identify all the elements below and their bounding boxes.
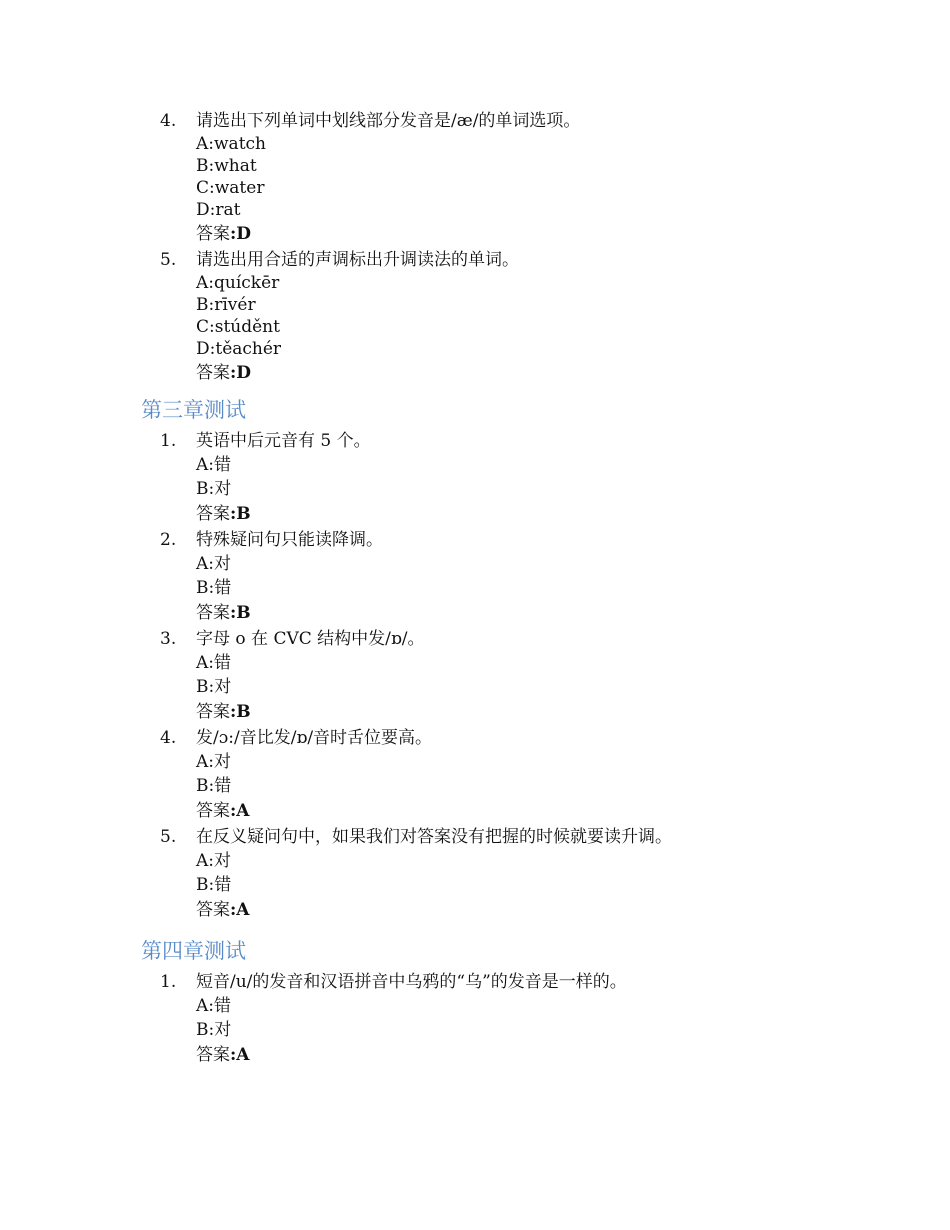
answer-colon: : (230, 363, 237, 383)
answer-colon: : (230, 900, 237, 920)
answer-line (0, 699, 950, 726)
answer-line (0, 501, 950, 528)
option-b: B:对 (196, 677, 232, 697)
question-line (0, 429, 950, 453)
option-d: D:těachér (196, 339, 282, 359)
question-text: 请选出用合适的声调标出升调读法的单词。 (196, 250, 519, 270)
option-a: A:错 (196, 455, 232, 475)
question-3 (0, 627, 950, 726)
question-5 (0, 825, 950, 924)
answer-colon: : (230, 1045, 237, 1065)
answer-label: 答案 (196, 801, 230, 821)
question-number: 5. (160, 250, 177, 270)
answer-label: 答案 (196, 702, 230, 722)
answer-value: B (236, 504, 251, 524)
answer-label: 答案 (196, 224, 230, 244)
question-5 (0, 248, 950, 387)
question-line (0, 248, 950, 272)
question-number: 3. (160, 629, 177, 649)
question-text: 发/ɔ:/音比发/ɒ/音时舌位要高。 (196, 728, 433, 748)
question-line (0, 970, 950, 994)
question-number: 4. (160, 111, 177, 131)
answer-colon: : (230, 702, 237, 722)
question-number: 1. (160, 431, 177, 451)
option-a: A:对 (196, 752, 232, 772)
answer-colon: : (230, 224, 237, 244)
answer-line (0, 221, 950, 248)
option-c: C:stúděnt (196, 317, 280, 337)
answer-value: B (236, 603, 251, 623)
option-b: B:错 (196, 776, 232, 796)
question-2 (0, 528, 950, 627)
answer-value: A (236, 900, 250, 920)
answer-label: 答案 (196, 603, 230, 623)
answer-label: 答案 (196, 1045, 230, 1065)
question-text: 请选出下列单词中划线部分发音是/æ/的单词选项。 (196, 111, 581, 131)
option-a: A:watch (196, 134, 266, 154)
answer-label: 答案 (196, 504, 230, 524)
question-text: 英语中后元音有 5 个。 (196, 431, 371, 451)
section-chapter-4 (0, 937, 950, 1069)
question-text: 在反义疑问句中，如果我们对答案没有把握的时候就要读升调。 (196, 827, 672, 847)
option-a: A:对 (196, 554, 232, 574)
section-chapter-3 (0, 396, 950, 924)
question-line (0, 825, 950, 849)
question-line (0, 109, 950, 133)
question-text: 字母 o 在 CVC 结构中发/ɒ/。 (196, 629, 425, 649)
answer-colon: : (230, 801, 237, 821)
option-b: B:对 (196, 1020, 232, 1040)
answer-value: B (236, 702, 251, 722)
option-a: A:quíckēr (196, 273, 280, 293)
question-number: 4. (160, 728, 177, 748)
question-1 (0, 429, 950, 528)
chapter-heading: 第三章测试 (141, 398, 246, 422)
answer-value: D (236, 363, 252, 383)
option-d: D:rat (196, 200, 241, 220)
answer-label: 答案 (196, 900, 230, 920)
question-number: 5. (160, 827, 177, 847)
option-b: B:对 (196, 479, 232, 499)
answer-colon: : (230, 504, 237, 524)
question-4 (0, 726, 950, 825)
answer-value: D (236, 224, 252, 244)
answer-line (0, 798, 950, 825)
option-b: B:错 (196, 875, 232, 895)
answer-line (0, 897, 950, 924)
answer-line (0, 600, 950, 627)
question-4 (0, 109, 950, 248)
answer-line (0, 360, 950, 387)
option-a: A:对 (196, 851, 232, 871)
answer-value: A (236, 801, 250, 821)
option-b: B:错 (196, 578, 232, 598)
question-1 (0, 970, 950, 1069)
question-number: 2. (160, 530, 177, 550)
option-a: A:错 (196, 996, 232, 1016)
answer-value: A (236, 1045, 250, 1065)
option-a: A:错 (196, 653, 232, 673)
option-b: B:what (196, 156, 257, 176)
question-text: 特殊疑问句只能读降调。 (196, 530, 383, 550)
answer-label: 答案 (196, 363, 230, 383)
answer-line (0, 1042, 950, 1069)
question-line (0, 627, 950, 651)
question-number: 1. (160, 972, 177, 992)
answer-colon: : (230, 603, 237, 623)
chapter-heading: 第四章测试 (141, 939, 246, 963)
question-line (0, 726, 950, 750)
option-b: B:rīvér (196, 295, 256, 315)
option-c: C:water (196, 178, 265, 198)
section-previous-chapter (0, 109, 950, 387)
question-text: 短音/u/的发音和汉语拼音中乌鸦的“乌”的发音是一样的。 (196, 972, 627, 992)
question-line (0, 528, 950, 552)
